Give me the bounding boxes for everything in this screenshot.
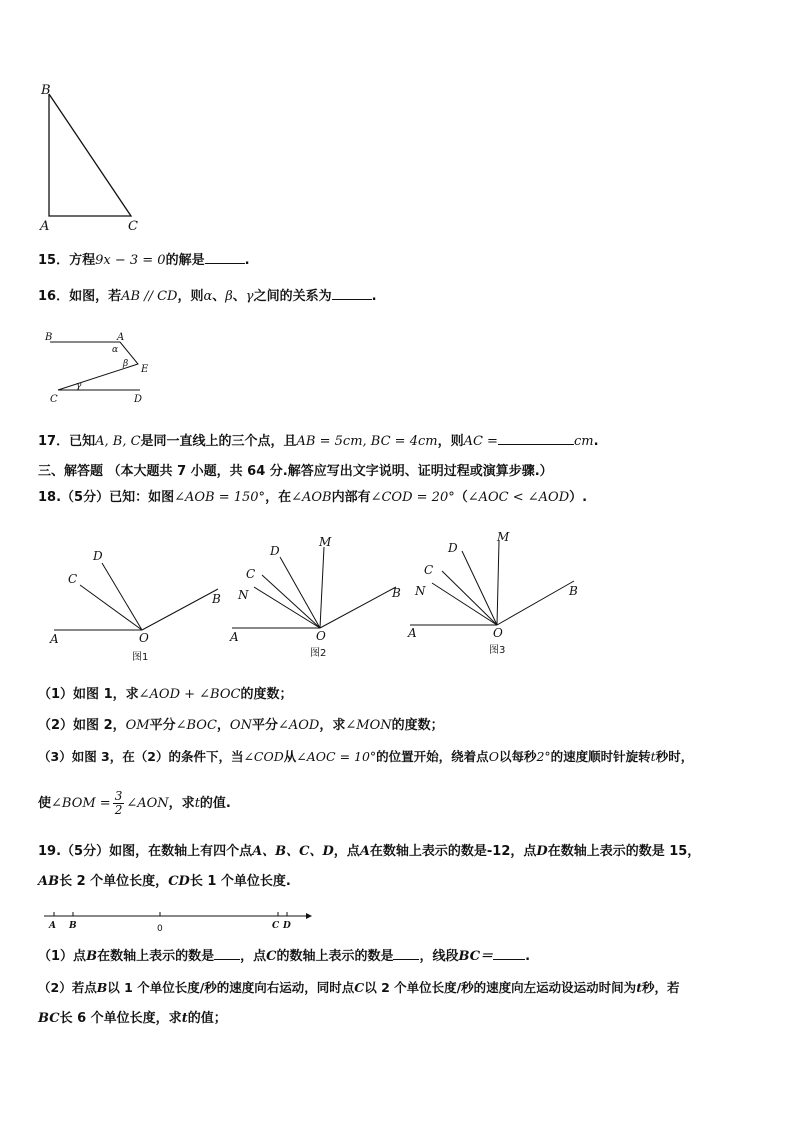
question-18-part-3: （3）如图 3，在（2）的条件下，当∠COD从∠AOC = 10°的位置开始，绕着点O以每秒2°的速度顺时针旋转t秒时， [38, 749, 694, 764]
label-C: C [246, 567, 256, 581]
label-E: E [141, 364, 149, 375]
label-A: A [408, 626, 417, 640]
label-C: C [68, 572, 78, 586]
label-C: C [50, 394, 58, 405]
label-O: O [139, 631, 149, 645]
label-D: D [283, 921, 291, 931]
figure-18-3 [407, 530, 578, 656]
caption-fig1: 图1 [132, 652, 149, 663]
caption-fig2: 图2 [310, 648, 327, 659]
label-O: O [493, 626, 503, 640]
label-zero: 0 [157, 924, 163, 934]
label-C: C [272, 921, 280, 931]
question-18-part-1: （1）如图 1，求∠AOD + ∠BOC的度数； [38, 687, 293, 702]
label-C: C [424, 563, 434, 577]
label-M: M [319, 535, 332, 549]
answer-blank-17[interactable] [498, 432, 574, 445]
label-M: M [497, 530, 510, 544]
section-3-heading: 三、解答题 （本大题共 7 小题，共 64 分.解答应写出文字说明、证明过程或演算步骤.） [38, 464, 553, 479]
label-B: B [45, 332, 53, 343]
label-B: B [69, 921, 77, 931]
label-beta: β [123, 359, 129, 369]
label-B: B [212, 592, 221, 606]
figure-16 [40, 328, 170, 408]
label-N: N [238, 588, 249, 602]
label-C: C [128, 219, 138, 234]
answer-blank-16[interactable] [332, 287, 372, 300]
label-A: A [40, 219, 50, 234]
label-B: B [392, 586, 401, 600]
label-D: D [134, 394, 143, 405]
question-19-part-2-line-2: BC长 6 个单位长度，求t的值； [38, 1011, 227, 1026]
fraction-3-2: $\frac{3}{2}$ [114, 789, 123, 817]
label-A: A [117, 332, 125, 343]
figure-18-1 [49, 549, 221, 663]
question-17: 17．已知A, B, C是同一直线上的三个点，且AB = 5cm, BC = 4cm，则AC = cm. [38, 434, 599, 449]
caption-fig3: 图3 [489, 645, 506, 656]
question-16: 16．如图，若AB // CD，则α、β、γ之间的关系为 . [38, 289, 377, 304]
answer-blank-19-bc[interactable] [493, 947, 525, 960]
answer-blank-15[interactable] [205, 251, 245, 264]
label-O: O [316, 629, 326, 643]
question-19-part-1: （1）点B在数轴上表示的数是 ，点C的数轴上表示的数是 ，线段BC＝ . [38, 949, 531, 964]
question-19: 19.（5分）如图，在数轴上有四个点A、B、C、D，点A在数轴上表示的数是-12，点D在数轴上表示的数是 15， [38, 844, 701, 859]
label-gamma: γ [76, 381, 82, 391]
label-D: D [93, 549, 103, 563]
figure-18 [40, 525, 600, 670]
answer-blank-19-b[interactable] [214, 947, 240, 960]
label-B: B [569, 584, 578, 598]
question-19-part-2: （2）若点B以 1 个单位长度/秒的速度向右运动，同时点C以 2 个单位长度/秒的速度向左运动设运动时间为t秒，若 [38, 980, 680, 995]
label-alpha: α [112, 345, 119, 355]
triangle-figure [30, 78, 160, 238]
question-19-line-2: AB长 2 个单位长度，CD长 1 个单位长度. [38, 874, 291, 889]
label-D: D [448, 541, 458, 555]
question-18-part-3-line-2: 使∠BOM = $\frac{3}{2}$ ∠AON，求t的值. [38, 789, 231, 817]
label-A: A [230, 630, 239, 644]
number-line [40, 908, 320, 938]
label-N: N [415, 584, 426, 598]
question-18-part-2: （2）如图 2，OM平分∠BOC，ON平分∠AOD，求∠MON的度数； [38, 718, 444, 733]
label-D: D [270, 544, 280, 558]
label-B: B [41, 83, 51, 98]
question-18: 18.（5分）已知：如图∠AOB = 150°，在∠AOB内部有∠COD = 20°（∠AOC < ∠AOD）. [38, 490, 588, 505]
label-A: A [50, 632, 59, 646]
label-A: A [49, 921, 56, 931]
question-15: 15．方程9x − 3 = 0的解是 . [38, 253, 250, 268]
figure-18-2 [229, 535, 401, 659]
answer-blank-19-c[interactable] [393, 947, 419, 960]
